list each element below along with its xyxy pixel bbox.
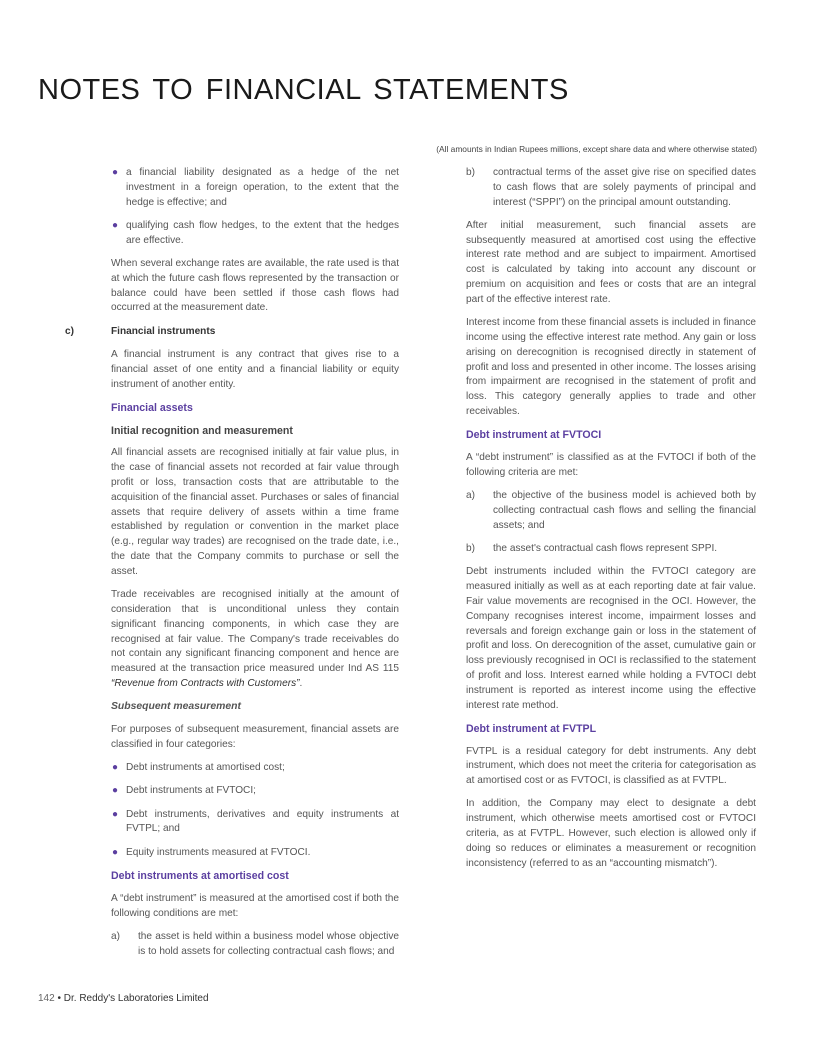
paragraph-interest-income: Interest income from these financial assets is included in finance income using the effective interest rate method. Any gain or loss arising on derecognition is recognised directly in statement of profit and loss and presented in other income. The losses arising from impairment are recognised in the statement of profit and loss. This category generally applies to trade and other receivables.	[466, 317, 756, 417]
list-item: ● Debt instruments, derivatives and equity instruments at FVTPL; and	[112, 808, 399, 835]
bullet-icon: ●	[112, 762, 119, 774]
list-item: ● Debt instruments at amortised cost;	[111, 761, 399, 776]
left-column	[65, 166, 399, 968]
bullet-icon: ●	[112, 808, 119, 820]
paragraph-initial-recognition: All financial assets are recognised initially at fair value plus, in the case of financial assets not recorded at fair value through profit or loss, transaction costs that are attributable to the acquisition of the financial asset. Purchases or sales of financial assets that require delivery of assets within a time frame established by regulation or convention in the market place (e.g., regular way trades) are recognised on the trade date, i.e., the date that the Company commits to purchase or sell the asset.	[111, 447, 399, 577]
criteria-item: a) the objective of the business model is achieved both by collecting contractual cash flows and selling the financial assets; and	[466, 490, 756, 531]
page-number: 142	[38, 993, 55, 1004]
heading-fvtoci: Debt instrument at FVTOCI	[466, 429, 602, 442]
condition-item: b) contractual terms of the asset give rise on specified dates to cash flows that are solely payments of principal and interest (“SPPI”) on the principal amount outstanding.	[466, 167, 756, 208]
paragraph-fvtpl: FVTPL is a residual category for debt instruments. Any debt instrument, which does not meet the criteria for categorisation as at amortised cost or as FVTOCI, is classified as at FVTPL.	[466, 745, 756, 787]
paragraph-exchange-rates: When several exchange rates are available, the rate used is that at which the future cash flows represented by the transaction or balance could have been settled if those cash flows had occurred at the measurement date.	[111, 257, 399, 314]
paragraph-financial-instrument: A financial instrument is any contract that gives rise to a financial asset of one entity and a financial liability or equity instrument of another entity.	[111, 348, 399, 390]
paragraph-addition: In addition, the Company may elect to designate a debt instrument, which otherwise meets amortised cost or FVTOCI criteria, as at FVTPL. However, such election is allowed only if doing so reduces or eliminates a measurement or recognition inconsistency (referred to as an “accounting mismatch”).	[466, 798, 756, 869]
paragraph-fvtoci-body: Debt instruments included within the FVTOCI category are measured initially as well as at each reporting date at fair value. Fair value movements are recognised in the OCI. However, the Company recognises interest income, impairment losses and reversals and foreign exchange gain or loss in the statement of profit and loss. On derecognition of the asset, cumulative gain or loss previously recognised in OCI is reclassified to the statement of profit and loss. Interest earned while holding a FVTOCI debt instrument is reported as interest income using the effective interest rate method.	[466, 566, 756, 711]
list-item: ● qualifying cash flow hedges, to the extent that the hedges are effective.	[112, 219, 399, 246]
paragraph-subsequent: For purposes of subsequent measurement, financial assets are classified in four categories:	[111, 724, 399, 750]
paragraph-fvtoci-intro: A “debt instrument” is classified as at the FVTOCI if both of the following criteria are met:	[466, 452, 756, 478]
criteria-item: b) the asset's contractual cash flows represent SPPI.	[466, 542, 756, 557]
list-item: ● a financial liability designated as a hedge of the net investment in a foreign operation, to the extent that the hedge is effective; and	[112, 167, 399, 208]
section-title: Financial instruments	[111, 325, 216, 337]
heading-fvtpl: Debt instrument at FVTPL	[466, 722, 597, 735]
heading-financial-assets: Financial assets	[111, 401, 193, 414]
page-footer	[38, 993, 209, 1004]
separator-dot-icon: •	[57, 993, 61, 1004]
page-title: NOTES TO FINANCIAL STATEMENTS	[38, 74, 569, 106]
section-heading	[65, 325, 399, 340]
bullet-icon: ●	[112, 219, 119, 231]
right-column	[466, 166, 756, 880]
heading-subsequent-measurement: Subsequent measurement	[111, 701, 241, 713]
item-label: a)	[111, 930, 120, 942]
bullet-icon: ●	[112, 167, 119, 178]
heading-initial-recognition: Initial recognition and measurement	[111, 424, 293, 437]
paragraph-after-initial: After initial measurement, such financial assets are subsequently measured at amortised cost using the effective interest rate method and are subject to impairment. Amortised cost is calculated by taking into account any discount or premium on acquisition and fees or costs that are an integral part of the effective interest rate.	[466, 219, 756, 305]
bullet-icon: ●	[112, 785, 119, 797]
item-label: b)	[466, 543, 475, 555]
company-name: Dr. Reddy's Laboratories Limited	[63, 993, 209, 1004]
paragraph-amortised-intro: A “debt instrument” is measured at the amortised cost if both the following conditions are met:	[111, 892, 399, 919]
item-label: a)	[466, 490, 475, 502]
list-item: ● Debt instruments at FVTOCI;	[111, 784, 399, 799]
paragraph-trade-receivables: Trade receivables are recognised initially at the amount of consideration that is unconditional unless they contain significant financing components, in which case they are recognised at fair value. The Company's trade receivables do not contain any significant financing component and hence are measured at the transaction price measured under Ind AS 115 “Revenue from Contracts with Customers”.	[111, 589, 399, 689]
heading-amortised-cost: Debt instruments at amortised cost	[111, 870, 289, 883]
item-label: b)	[466, 167, 475, 178]
list-item: ● Equity instruments measured at FVTOCI.	[111, 846, 399, 861]
condition-item: a) the asset is held within a business model whose objective is to hold assets for collecting contractual cash flows; and	[111, 930, 399, 957]
section-label: c)	[65, 325, 74, 337]
amounts-note: (All amounts in Indian Rupees millions, except share data and where otherwise stated)	[436, 144, 757, 154]
bullet-icon: ●	[112, 846, 119, 858]
